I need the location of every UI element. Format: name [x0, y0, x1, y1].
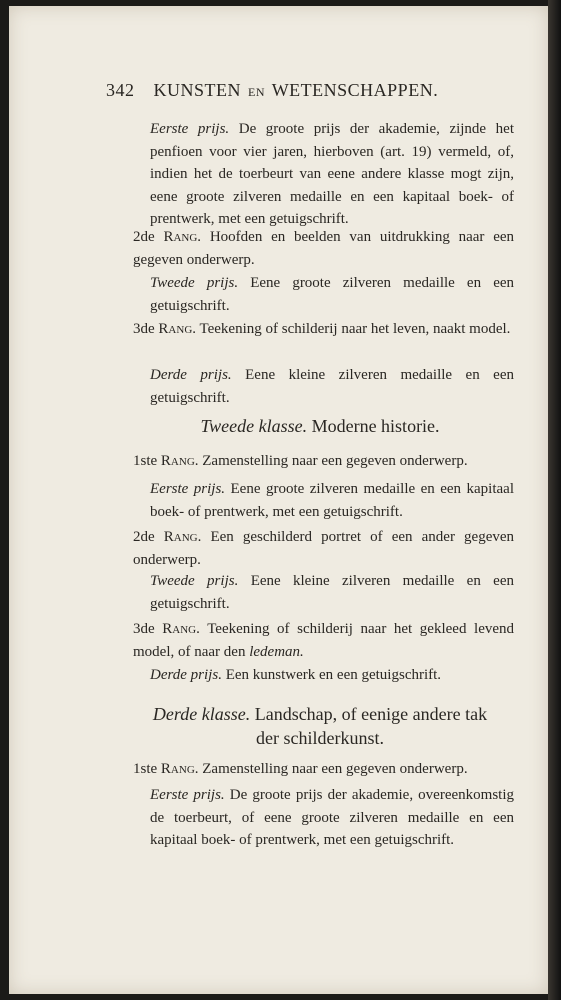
prize-text: Eene kleine zilveren medaille en een getuigschrift.	[150, 367, 514, 406]
rank-number: 1ste	[133, 761, 158, 777]
prize-entry	[150, 272, 514, 317]
section-heading	[150, 702, 490, 750]
prize-entry	[150, 664, 514, 687]
rank-text: Teekening of schilderij naar het leven, naakt model.	[199, 321, 511, 337]
prize-text: De groote prijs der akademie, overeenkomstig de toerbeurt, of eene groote zilveren medaille en een kapitaal boek- of prentwerk, met een getuigschrift.	[150, 787, 514, 848]
prize-entry	[150, 364, 514, 409]
section-heading-italic: Derde klasse.	[152, 704, 251, 724]
rank-text: Hoofden en beelden van uitdrukking naar een gegeven onderwerp.	[133, 229, 515, 268]
header-title-part2: WETENSCHAPPEN.	[271, 80, 439, 100]
rank-entry	[133, 450, 514, 473]
book-spine-shadow	[548, 0, 561, 1000]
running-header	[106, 80, 438, 101]
prize-entry	[150, 570, 514, 615]
section-heading	[120, 414, 520, 438]
rank-entry	[133, 226, 514, 271]
rank-number: 3de	[133, 321, 155, 337]
prize-label: Eerste prijs.	[150, 121, 230, 137]
rank-text: Zamenstelling naar een gegeven onderwerp.	[202, 453, 468, 469]
prize-text: Eene groote zilveren medaille en een getuigschrift.	[150, 275, 515, 314]
prize-text: De groote prijs der akademie, zijnde het penfioen voor vier jaren, hierboven (art. 19) vermeld, of, indien het de toerbeurt van eene andere klasse mogt zijn, eene groote zilveren medaille en een kapitaal boek- of prentwerk, met een getuigschrift.	[150, 121, 514, 227]
rank-number: 2de	[133, 529, 155, 545]
rank-label: Rang.	[162, 621, 200, 637]
rank-label: Rang.	[160, 761, 199, 777]
page-number: 342	[106, 80, 135, 100]
rank-text-italic: ledeman.	[249, 643, 304, 660]
prize-label: Derde prijs.	[150, 367, 232, 383]
rank-number: 3de	[133, 621, 155, 637]
rank-text: Een geschilderd portret of een ander gegeven onderwerp.	[133, 529, 515, 568]
rank-entry	[133, 526, 514, 571]
rank-number: 1ste	[133, 453, 158, 469]
rank-text: Zamenstelling naar een gegeven onderwerp.	[202, 761, 468, 777]
rank-number: 2de	[133, 229, 155, 245]
prize-text: Eene groote zilveren medaille en een kapitaal boek- of prentwerk, met een getuigschrift.	[150, 481, 514, 520]
rank-entry	[133, 318, 514, 341]
prize-label: Tweede prijs.	[150, 573, 239, 589]
rank-entry	[133, 618, 514, 663]
prize-text: Eene kleine zilveren medaille en een getuigschrift.	[150, 573, 514, 612]
header-title-conj: EN	[248, 85, 265, 99]
prize-label: Eerste prijs.	[150, 787, 225, 803]
prize-label: Derde prijs.	[150, 667, 222, 683]
rank-label: Rang.	[163, 229, 202, 245]
header-title-part1: KUNSTEN	[153, 80, 241, 100]
prize-text: Een kunstwerk en een getuigschrift.	[225, 667, 442, 683]
prize-entry	[150, 478, 514, 523]
rank-entry	[133, 758, 514, 781]
prize-entry	[150, 118, 514, 231]
section-heading-rest: Moderne historie.	[311, 416, 440, 436]
prize-label: Tweede prijs.	[150, 275, 239, 291]
rank-label: Rang.	[160, 453, 199, 469]
rank-label: Rang.	[158, 321, 197, 337]
section-heading-rest: Landschap, of eenige andere tak der schilderkunst.	[254, 704, 488, 748]
section-heading-italic: Tweede klasse.	[200, 416, 308, 436]
prize-entry	[150, 784, 514, 852]
prize-label: Eerste prijs.	[150, 481, 226, 497]
rank-label: Rang.	[163, 529, 202, 545]
rank-text: Teekening of schilderij naar het gekleed levend model, of naar den	[133, 621, 515, 660]
